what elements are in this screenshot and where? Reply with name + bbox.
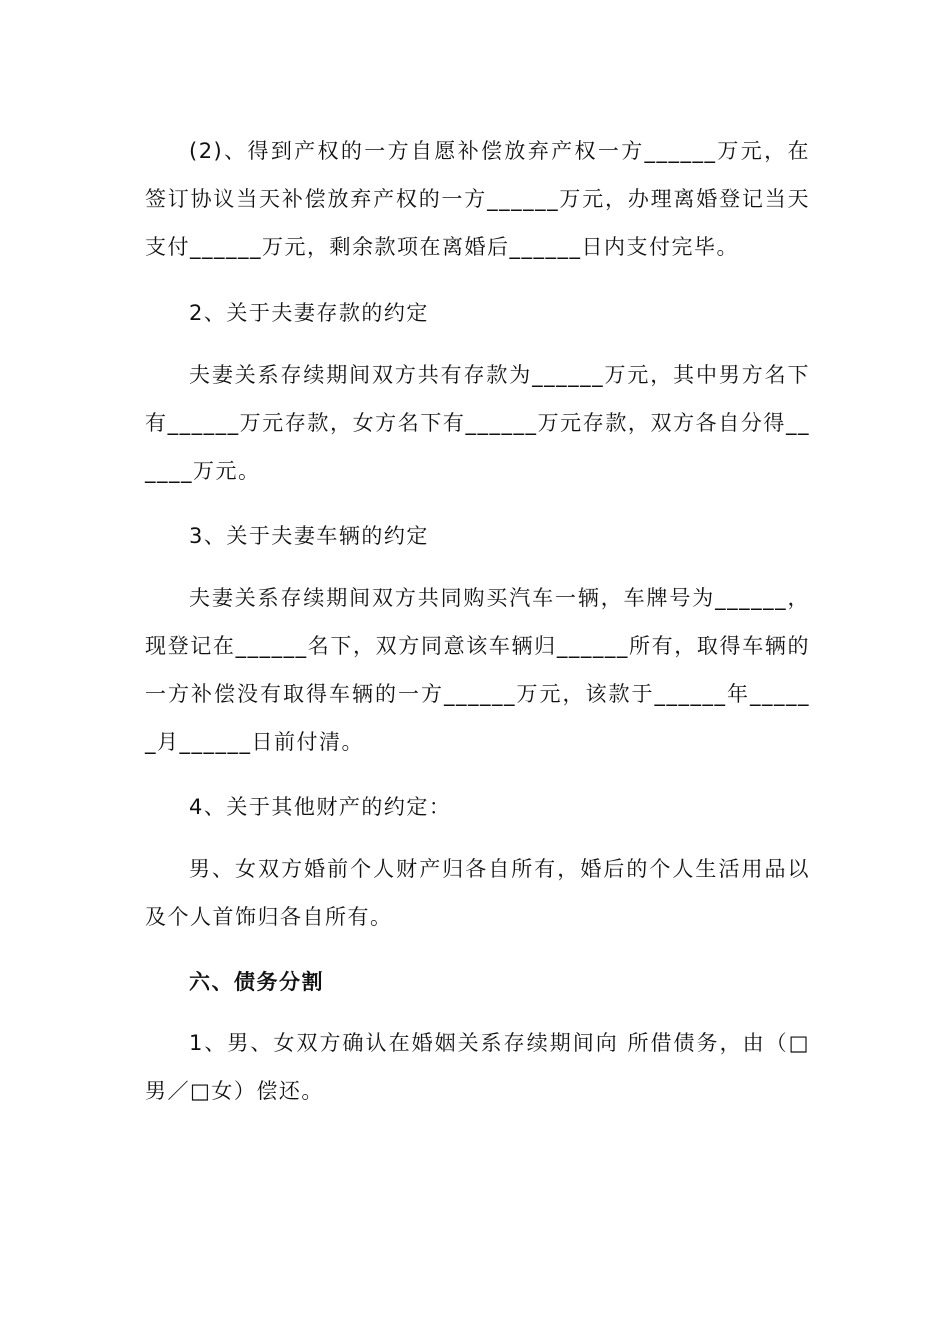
heading-vehicles: 3、关于夫妻车辆的约定 — [189, 524, 429, 548]
heading-other-property: 4、关于其他财产的约定： — [189, 795, 452, 819]
paragraph-vehicles: 夫妻关系存续期间双方共同购买汽车一辆，车牌号为______，现登记在______名下，双方同意该车辆归______所有，取得车辆的一方补偿没有取得车辆的一方______万元，该款于______年______月______日前付清。 — [145, 586, 810, 754]
heading-deposits: 2、关于夫妻存款的约定 — [189, 301, 429, 325]
paragraph-other-property: 男、女双方婚前个人财产归各自所有，婚后的个人生活用品以及个人首饰归各自所有。 — [145, 857, 810, 929]
paragraph-property-compensation: (2)、得到产权的一方自愿补偿放弃产权一方______万元，在签订协议当天补偿放弃产权的一方______万元，办理离婚登记当天支付______万元，剩余款项在离婚后______日内支付完毕。 — [145, 139, 810, 259]
section-title-debt-division: 六、债务分割 — [189, 970, 324, 994]
paragraph-debt: 1、男、女双方确认在婚姻关系存续期间向 所借债务，由（□男／□女）偿还。 — [145, 1031, 810, 1103]
paragraph-deposits: 夫妻关系存续期间双方共有存款为______万元，其中男方名下有______万元存款，女方名下有______万元存款，双方各自分得______万元。 — [145, 363, 810, 483]
